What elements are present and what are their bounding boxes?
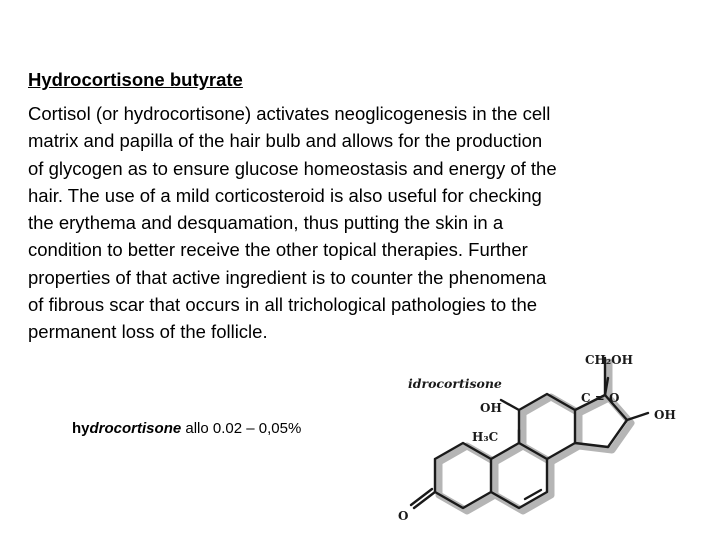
- body-paragraph: [28, 100, 718, 346]
- structure-name: idrocortisone: [408, 376, 502, 391]
- body-line: hair. The use of a mild corticosteroid is also useful for checking: [28, 184, 542, 206]
- body-line: properties of that active ingredient is to counter the phenomena: [28, 266, 547, 288]
- carbonyl-label: C = O: [581, 391, 620, 405]
- dosage-note: [72, 419, 301, 439]
- body-line: of glycogen as to ensure glucose homeostasis and energy of the: [28, 157, 557, 179]
- dosage-drug-name: drocortisone: [89, 420, 182, 437]
- body-line: of fibrous scar that occurs in all trichological pathologies to the: [28, 294, 538, 316]
- body-line: matrix and papilla of the hair bulb and allows for the production: [28, 130, 543, 152]
- body-line: permanent loss of the follicle.: [28, 321, 268, 343]
- oh-right-label: OH: [654, 408, 676, 422]
- oh-left-label: OH: [480, 401, 502, 415]
- ketone-oxygen-label: O: [398, 509, 409, 523]
- slide-title: Hydrocortisone butyrate: [28, 69, 243, 90]
- body-line: Cortisol (or hydrocortisone) activates neoglicogenesis in the cell: [28, 103, 551, 124]
- structure-diagram: [388, 340, 720, 540]
- dosage-concentration: allo 0.02 – 0,05%: [181, 420, 302, 437]
- hydrocortisone-structure: [388, 340, 720, 540]
- methyl-label: H₃C: [472, 430, 499, 444]
- ch2oh-label: CH₂OH: [585, 353, 633, 367]
- body-line: the erythema and desquamation, thus putting the skin in a: [28, 212, 504, 234]
- body-line: condition to better receive the other topical therapies. Further: [28, 239, 528, 261]
- dosage-drug-prefix: hy: [72, 420, 90, 437]
